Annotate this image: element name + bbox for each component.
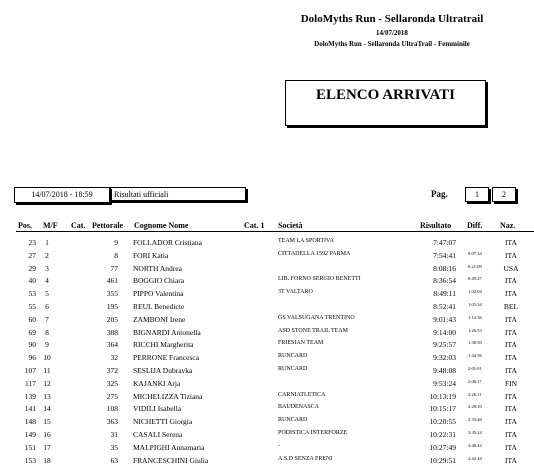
table-row	[0, 430, 534, 443]
cell-mf: 4	[45, 276, 49, 286]
col-header-societa: Società	[278, 221, 303, 230]
cell-mf: 16	[43, 429, 51, 439]
col-header-mf: M/F	[43, 221, 58, 230]
cell-pos: 148	[24, 417, 36, 427]
cell-cognome-nome: BOGGIO Chiara	[133, 276, 185, 286]
results-status: Risultati ufficiali	[110, 187, 246, 201]
cell-pos: 141	[24, 404, 36, 414]
cell-societa: ASD STONE TRAIL TEAM	[278, 327, 348, 334]
cell-mf: 8	[45, 327, 49, 337]
cell-diff: 2:26:11	[468, 391, 482, 397]
cell-cognome-nome: NICHETTI Giorgia	[133, 417, 193, 427]
cell-diff: 1:02:04	[468, 289, 482, 295]
table-row	[0, 404, 534, 417]
table-row	[0, 251, 534, 264]
table-row	[0, 379, 534, 392]
cell-societa: FRIESIAN TEAM	[278, 340, 324, 347]
cell-risultato: 10:13:19	[429, 391, 456, 401]
cell-naz: BEL	[503, 301, 519, 311]
cell-risultato: 9:01:43	[433, 314, 456, 324]
cell-mf: 11	[43, 365, 51, 375]
cell-pettorale: 9	[114, 238, 118, 247]
cell-mf: 10	[43, 353, 51, 363]
cell-societa: RUNCARD	[278, 365, 308, 372]
col-header-pettorale: Pettorale	[92, 221, 124, 230]
cell-diff: 2:33:48	[468, 417, 482, 423]
cell-naz: ITA	[505, 429, 517, 439]
cell-risultato: 9:25:57	[433, 340, 456, 350]
table-row	[0, 366, 534, 379]
cell-pos: 107	[24, 365, 36, 375]
cell-pettorale: 461	[106, 276, 118, 286]
cell-naz: ITA	[505, 314, 517, 324]
cell-pos: 96	[28, 353, 36, 363]
col-header-cat1: Cat. 1	[244, 221, 265, 230]
cell-pos: 153	[24, 455, 36, 465]
page-number-current: 1	[465, 187, 489, 202]
col-header-cognome-nome: Cognome Nome	[134, 221, 189, 230]
cell-cognome-nome: RICCHI Margherita	[133, 340, 194, 350]
cell-risultato: 10:29:51	[429, 455, 456, 465]
cell-naz: ITA	[505, 250, 517, 260]
cell-cognome-nome: FORI Katia	[133, 250, 169, 260]
cell-naz: ITA	[505, 340, 517, 350]
cell-pettorale: 363	[106, 417, 118, 427]
cell-pos: 55	[28, 301, 36, 311]
table-row	[0, 315, 534, 328]
cell-risultato: 9:14:00	[433, 327, 456, 337]
cell-mf: 3	[45, 263, 49, 273]
cell-diff: 2:40:42	[468, 442, 482, 448]
cell-societa: BAUDENASCA	[278, 404, 320, 411]
cell-pos: 40	[28, 276, 36, 286]
elenco-title: ELENCO ARRIVATI	[315, 87, 456, 103]
cell-mf: 7	[45, 314, 49, 324]
page-number-total: 2	[492, 187, 516, 202]
cell-mf: 13	[43, 391, 51, 401]
table-row	[0, 443, 534, 456]
print-datetime: 14/07/2018 - 18:59	[14, 187, 110, 203]
cell-cognome-nome: SESLIJA Dubravka	[133, 365, 193, 375]
cell-pettorale: 63	[110, 455, 118, 465]
cell-pettorale: 372	[106, 365, 118, 375]
table-row	[0, 417, 534, 430]
cell-naz: USA	[503, 263, 519, 273]
cell-cognome-nome: BIGNARDI Antonella	[133, 327, 201, 337]
cell-cognome-nome: MICHELIZZA Tiziana	[133, 391, 203, 401]
cell-naz: ITA	[505, 353, 517, 363]
cell-pos: 23	[28, 238, 36, 247]
cell-mf: 15	[43, 417, 51, 427]
event-subtitle: DoloMyths Run - Sellaronda UltraTrail - Femminile	[314, 40, 470, 48]
cell-pettorale: 364	[106, 340, 118, 350]
table-row	[0, 392, 534, 405]
cell-pos: 149	[24, 429, 36, 439]
results-table	[0, 238, 534, 468]
cell-pos: 139	[24, 391, 36, 401]
cell-diff: 2:01:01	[468, 365, 482, 371]
cell-mf: 6	[45, 301, 49, 311]
cell-societa: 3T VALTARO	[278, 289, 313, 296]
cell-societa: CITTADELLA 1592 PARMA	[278, 250, 351, 257]
cell-cognome-nome: PERRONE Francesca	[133, 353, 200, 363]
cell-risultato: 10:22:31	[429, 429, 456, 439]
cell-risultato: 7:47:07	[433, 238, 456, 247]
cell-pettorale: 31	[110, 429, 118, 439]
col-header-pos: Pos.	[18, 221, 32, 230]
page-label: Pag.	[431, 189, 448, 199]
cell-mf: 5	[45, 289, 49, 299]
table-row	[0, 302, 534, 315]
cell-diff: 0:07:34	[468, 250, 482, 256]
cell-pettorale: 355	[106, 289, 118, 299]
cell-pettorale: 35	[110, 442, 118, 452]
cell-risultato: 8:08:16	[433, 263, 456, 273]
cell-pettorale: 32	[110, 353, 118, 363]
cell-risultato: 9:53:24	[433, 378, 456, 388]
cell-pos: 151	[24, 442, 36, 452]
cell-pos: 69	[28, 327, 36, 337]
cell-pos: 53	[28, 289, 36, 299]
cell-diff: 1:26:53	[468, 327, 482, 333]
cell-diff: 1:38:50	[468, 340, 482, 346]
cell-pos: 29	[28, 263, 36, 273]
cell-pettorale: 275	[106, 391, 118, 401]
cell-diff: 1:14:36	[468, 314, 482, 320]
cell-mf: 9	[45, 340, 49, 350]
cell-mf: 17	[43, 442, 51, 452]
cell-diff: 2:06:17	[468, 378, 482, 384]
cell-pettorale: 77	[110, 263, 118, 273]
cell-cognome-nome: KAJANKI Arja	[133, 378, 181, 388]
cell-cognome-nome: ZAMBONI Irene	[133, 314, 186, 324]
cell-mf: 14	[43, 404, 51, 414]
event-title: DoloMyths Run - Sellaronda Ultratrail	[300, 13, 484, 25]
cell-societa: RUNCARD	[278, 353, 308, 360]
cell-pos: 27	[28, 250, 36, 260]
cell-pettorale: 388	[106, 327, 118, 337]
cell-diff: 2:28:10	[468, 404, 482, 410]
cell-mf: 18	[43, 455, 51, 465]
cell-risultato: 8:49:11	[433, 289, 456, 299]
cell-naz: ITA	[505, 442, 517, 452]
cell-pettorale: 8	[114, 250, 118, 260]
table-row	[0, 238, 534, 251]
cell-cognome-nome: MALPIGHI Annamaria	[133, 442, 205, 452]
cell-pos: 117	[25, 378, 36, 388]
cell-risultato: 8:52:41	[433, 301, 456, 311]
cell-diff: 0:21:09	[468, 263, 482, 269]
elenco-title-box	[285, 80, 486, 126]
table-row	[0, 340, 534, 353]
cell-mf: 2	[45, 250, 49, 260]
cell-diff: 2:35:24	[468, 429, 482, 435]
cell-cognome-nome: FRANCESCHINI Giulia	[133, 455, 209, 465]
cell-societa: -	[278, 442, 280, 449]
cell-risultato: 9:48:08	[433, 365, 456, 375]
cell-pettorale: 195	[106, 301, 118, 311]
cell-pettorale: 108	[106, 404, 118, 414]
event-date: 14/07/2018	[376, 29, 408, 37]
cell-risultato: 10:15:17	[429, 404, 456, 414]
cell-pettorale: 325	[106, 378, 118, 388]
cell-naz: ITA	[505, 365, 517, 375]
cell-risultato: 10:27:49	[429, 442, 456, 452]
cell-naz: ITA	[505, 417, 517, 427]
table-row	[0, 353, 534, 366]
cell-naz: ITA	[505, 238, 517, 247]
cell-societa: LIB. FORNO SERGIO BENETTI	[278, 276, 361, 283]
header-rule	[16, 231, 534, 232]
cell-cognome-nome: FOLLADOR Cristiana	[133, 238, 202, 247]
cell-naz: ITA	[505, 276, 517, 286]
col-header-naz: Naz.	[500, 221, 516, 230]
cell-societa: PODISTICA INTERFORZE	[278, 429, 348, 436]
cell-pos: 90	[28, 340, 36, 350]
cell-naz: ITA	[505, 391, 517, 401]
cell-risultato: 7:54:41	[433, 250, 456, 260]
cell-societa: CARNIATLETICA	[278, 391, 326, 398]
cell-cognome-nome: NORTH Andrea	[133, 263, 182, 273]
cell-cognome-nome: VIDILI Isabella	[133, 404, 182, 414]
cell-mf: 12	[43, 378, 51, 388]
cell-cognome-nome: PIPPO Valentina	[133, 289, 184, 299]
cell-societa: GS VALSUGANA TRENTINO	[278, 314, 355, 321]
cell-societa: TEAM LA SPORTIVA	[278, 238, 334, 244]
cell-risultato: 9:32:03	[433, 353, 456, 363]
cell-risultato: 8:36:54	[433, 276, 456, 286]
col-header-risultato: Risultato	[420, 221, 452, 230]
cell-risultato: 10:20:55	[429, 417, 456, 427]
cell-societa: A.S.D SENZA FRENI	[278, 455, 333, 462]
cell-mf: 1	[45, 238, 49, 247]
cell-naz: ITA	[505, 455, 517, 465]
cell-pos: 60	[28, 314, 36, 324]
cell-pettorale: 205	[106, 314, 118, 324]
table-row	[0, 276, 534, 289]
cell-naz: FIN	[504, 378, 518, 388]
cell-diff: 2:42:44	[468, 455, 482, 461]
cell-cognome-nome: CASALI Serena	[133, 429, 183, 439]
cell-diff: 1:44:56	[468, 353, 482, 359]
cell-diff: 1:05:34	[468, 301, 482, 307]
col-header-diff: Diff.	[467, 221, 483, 230]
col-header-cat: Cat.	[71, 221, 86, 230]
table-row	[0, 328, 534, 341]
table-row	[0, 264, 534, 277]
cell-naz: ITA	[505, 327, 517, 337]
cell-diff: 0:49:47	[468, 276, 482, 282]
cell-naz: ITA	[505, 289, 517, 299]
table-row	[0, 289, 534, 302]
cell-societa: RUNCARD	[278, 417, 308, 424]
cell-naz: ITA	[505, 404, 517, 414]
cell-cognome-nome: REUL Benedicte	[133, 301, 185, 311]
